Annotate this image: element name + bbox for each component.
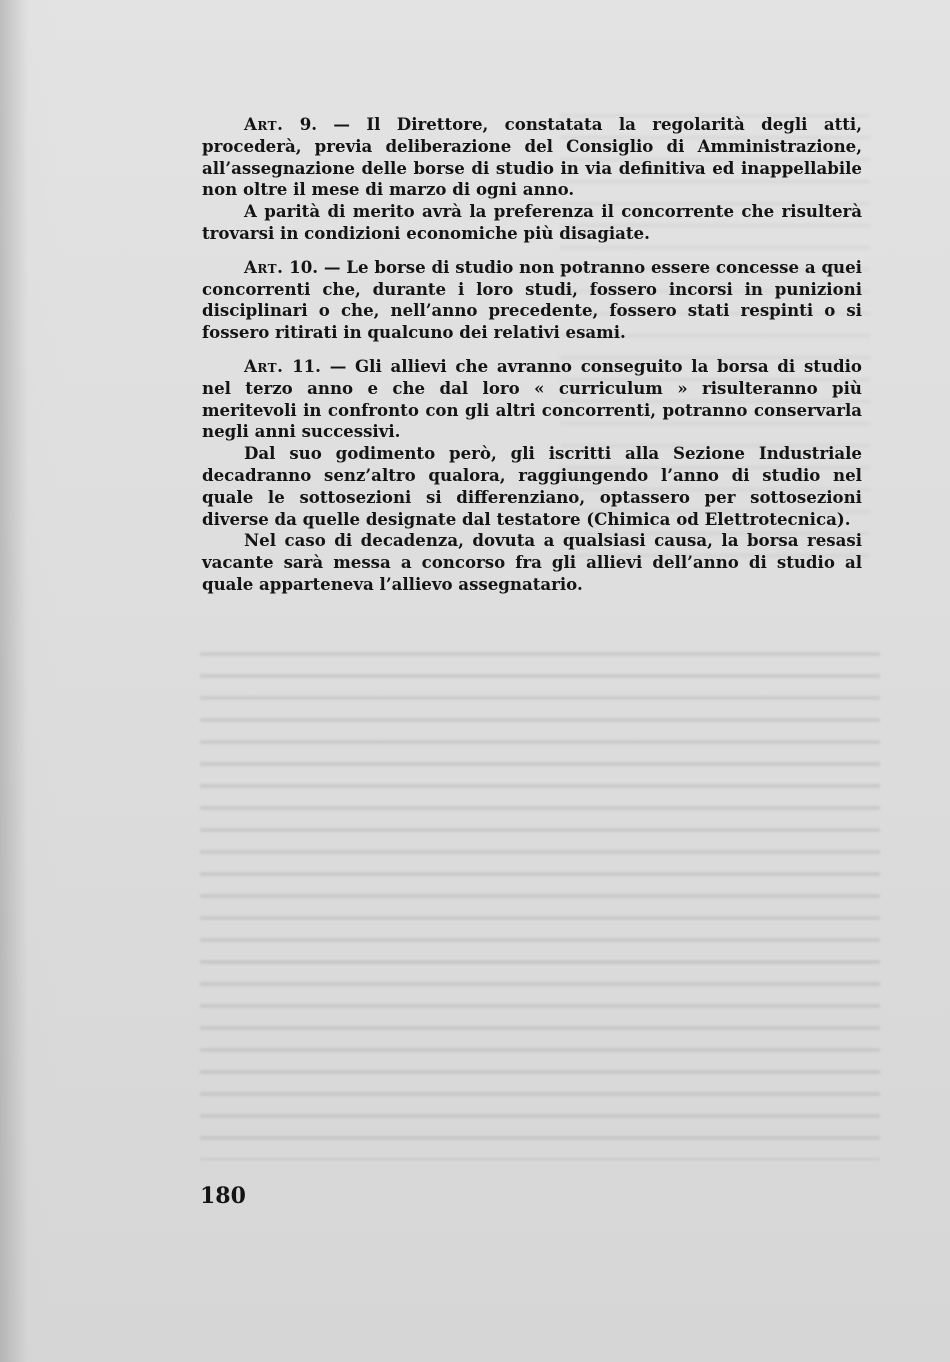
article-9-text-1: — Il Direttore, constatata la regolarità degli atti, procederà, previa deliberazione del Consiglio di Amministrazione, all’assegnazione delle borse di studio in via definitiva ed inappellabile non oltre il mese di marzo di ogni anno. [202, 114, 863, 200]
article-11-paragraph-1 [202, 356, 862, 443]
article-9-number: 9. [299, 114, 318, 134]
article-9-paragraph-1 [202, 114, 862, 201]
article-11-number: 11. [292, 355, 321, 376]
article-text-block [202, 114, 862, 596]
article-10-text-1: — Le borse di studio non potranno essere concesse a quei concorrenti che, durante i loro studi, fossero incorsi in punizioni disciplinari o che, nell’anno precedente, fossero stati respinti o si fossero ritirati in qualcuno dei relativi esami. [202, 256, 862, 343]
article-11-text-1: — Gli allievi che avranno conseguito la borsa di studio nel terzo anno e che dal loro « curriculum » risulteranno più meritevoli in confronto con gli altri concorrenti, potranno conservarla negli anni successivi. [202, 355, 862, 442]
article-10-label: Art. [244, 256, 284, 277]
article-11-label: Art. [244, 355, 284, 376]
article-9-label: Art. [244, 114, 284, 134]
article-10-number: 10. [289, 256, 319, 277]
article-10-paragraph-1 [202, 257, 862, 344]
page-number: 180 [200, 1183, 246, 1209]
article-11-paragraph-2: Dal suo godimento però, gli iscritti alla Sezione Industriale decadranno senz’altro qualora, raggiungendo l’anno di studio nel quale le sottosezioni si differenziano, optassero per sottosezioni diverse da quelle designate dal testatore (Chimica od Elettrotecnica). [202, 443, 862, 529]
bleed-through-text [200, 640, 880, 1160]
article-9-paragraph-2: A parità di merito avrà la preferenza il concorrente che risulterà trovarsi in condizioni economiche più disagiate. [202, 201, 862, 243]
article-11-paragraph-3: Nel caso di decadenza, dovuta a qualsiasi causa, la borsa resasi vacante sarà messa a concorso fra gli allievi dell’anno di studio al quale apparteneva l’allievo assegnatario. [202, 530, 862, 594]
